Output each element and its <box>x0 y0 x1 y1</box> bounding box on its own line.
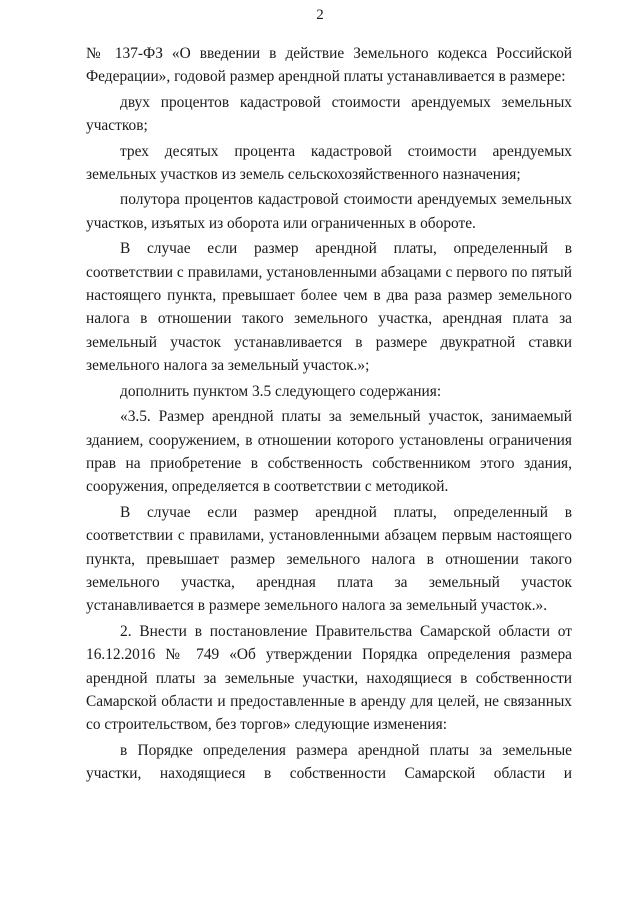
paragraph: 2. Внести в постановление Правительства Самарской области от 16.12.2016 № 749 «Об утверждении Порядка определения размера арендной платы за земельные участки, находящиеся в собственности Самарской области и предоставленные в аренду для целей, не связанных со строительством, без торгов» следующие изменения: <box>86 622 572 734</box>
paragraph: в Порядке определения размера арендной платы за земельные участки, находящиеся в собственности Самарской области и <box>86 741 572 783</box>
paragraph: двух процентов кадастровой стоимости арендуемых земельных участков; <box>86 93 572 135</box>
paragraph: дополнить пунктом 3.5 следующего содержания: <box>120 382 442 400</box>
paragraph: трех десятых процента кадастровой стоимости арендуемых земельных участков из земель сельскохозяйственного назначения; <box>86 142 572 184</box>
paragraph: В случае если размер арендной платы, определенный в соответствии с правилами, установленными абзацем первым настоящего пункта, превышает размер земельного налога в отношении такого земельного участка, арендная плата за земельный участок устанавливается в размере земельного налога за земельный участок.». <box>86 503 572 615</box>
paragraph: полутора процентов кадастровой стоимости арендуемых земельных участков, изъятых из оборота или ограниченных в обороте. <box>86 191 572 232</box>
page-number: 2 <box>316 7 324 23</box>
paragraph: В случае если размер арендной платы, определенный в соответствии с правилами, установленными абзацами с первого по пятый настоящего пункта, превышает более чем в два раза размер земельного налога в отношении такого земельного участка, арендная плата за земельный участок устанавливается в размере двукратной ставки земельного налога за земельный участок.»; <box>86 240 572 375</box>
paragraph: «3.5. Размер арендной платы за земельный участок, занимаемый зданием, сооружением, в отношении которого установлены ограничения прав на приобретение в собственность собственником этого здания, сооружения, определяется в соответствии с методикой. <box>86 408 572 496</box>
document-body <box>86 42 572 788</box>
paragraph: № 137-ФЗ «О введении в действие Земельного кодекса Российской Федерации», годовой размер арендной платы устанавливается в размере: <box>86 45 572 86</box>
